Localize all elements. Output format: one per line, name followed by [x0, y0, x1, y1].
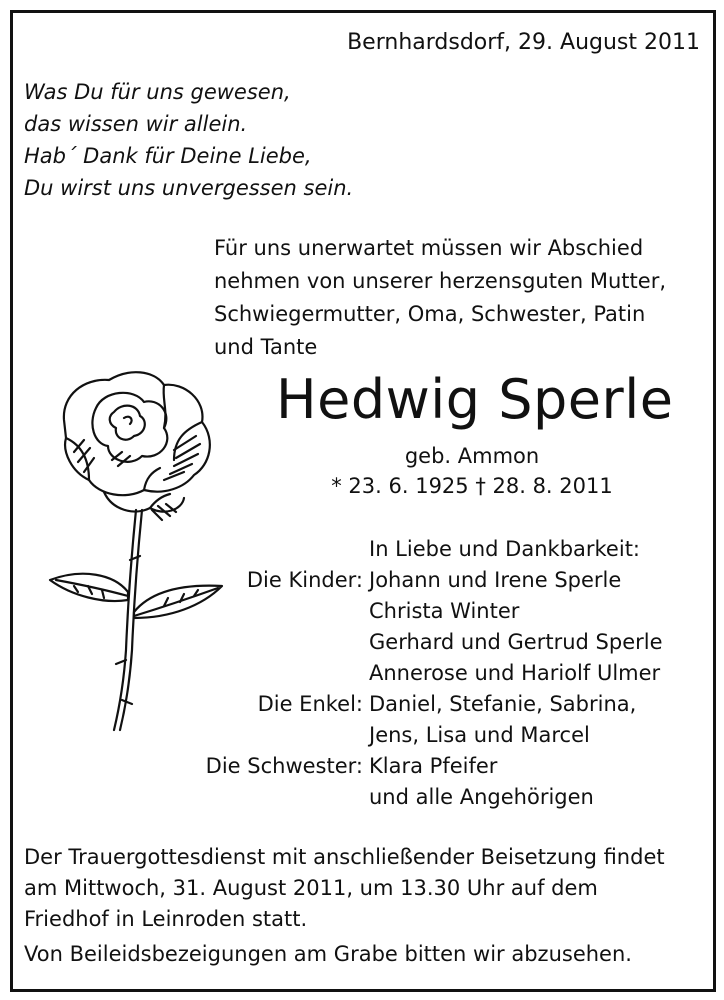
intro-line: Schwiegermutter, Oma, Schwester, Patin — [214, 302, 646, 326]
life-dates: * 23. 6. 1925 † 28. 8. 2011 — [331, 474, 613, 498]
birth-name-row — [0, 444, 724, 468]
list-item: Jens, Lisa und Marcel — [369, 723, 590, 747]
intro-text — [214, 232, 666, 364]
children-row — [180, 565, 663, 689]
list-item: Klara Pfeifer — [369, 754, 498, 778]
poem-line: Du wirst uns unvergessen sein. — [24, 176, 354, 200]
intro-line: nehmen von unserer herzensguten Mutter, — [214, 269, 667, 293]
poem-line: Hab´ Dank für Deine Liebe, — [24, 144, 312, 168]
intro-line: Für uns unerwartet müssen wir Abschied — [214, 236, 644, 260]
service-line: am Mittwoch, 31. August 2011, um 13.30 Uhr auf dem — [24, 876, 598, 900]
service-notice — [24, 842, 665, 935]
sister-row — [180, 751, 663, 813]
intro-line: und Tante — [214, 335, 318, 359]
list-item: und alle Angehörigen — [369, 785, 594, 809]
list-item: Johann und Irene Sperle — [369, 568, 622, 592]
closing-row — [180, 534, 663, 565]
deceased-name: Hedwig Sperle — [276, 368, 674, 431]
poem — [24, 76, 353, 204]
list-item: Annerose und Hariolf Ulmer — [369, 661, 661, 685]
list-item: Gerhard und Gertrud Sperle — [369, 630, 663, 654]
poem-line: Was Du für uns gewesen, — [24, 80, 291, 104]
list-item: Daniel, Stefanie, Sabrina, — [369, 692, 637, 716]
mourners-list — [180, 534, 663, 813]
poem-line: das wissen wir allein. — [24, 112, 248, 136]
place-date: Bernhardsdorf, 29. August 2011 — [347, 30, 700, 55]
list-item: Christa Winter — [369, 599, 520, 623]
closing-line: In Liebe und Dankbarkeit: — [369, 537, 641, 561]
birth-name: geb. Ammon — [404, 444, 540, 468]
service-line: Der Trauergottesdienst mit anschließender Beisetzung findet — [24, 845, 665, 869]
grandchildren-label: Die Enkel: — [257, 692, 363, 716]
life-dates-row — [0, 474, 724, 498]
grandchildren-row — [180, 689, 663, 751]
sister-label: Die Schwester: — [205, 754, 363, 778]
condolence-note: Von Beileidsbezeigungen am Grabe bitten wir abzusehen. — [24, 942, 632, 966]
children-label: Die Kinder: — [246, 568, 363, 592]
service-line: Friedhof in Leinroden statt. — [24, 907, 308, 931]
